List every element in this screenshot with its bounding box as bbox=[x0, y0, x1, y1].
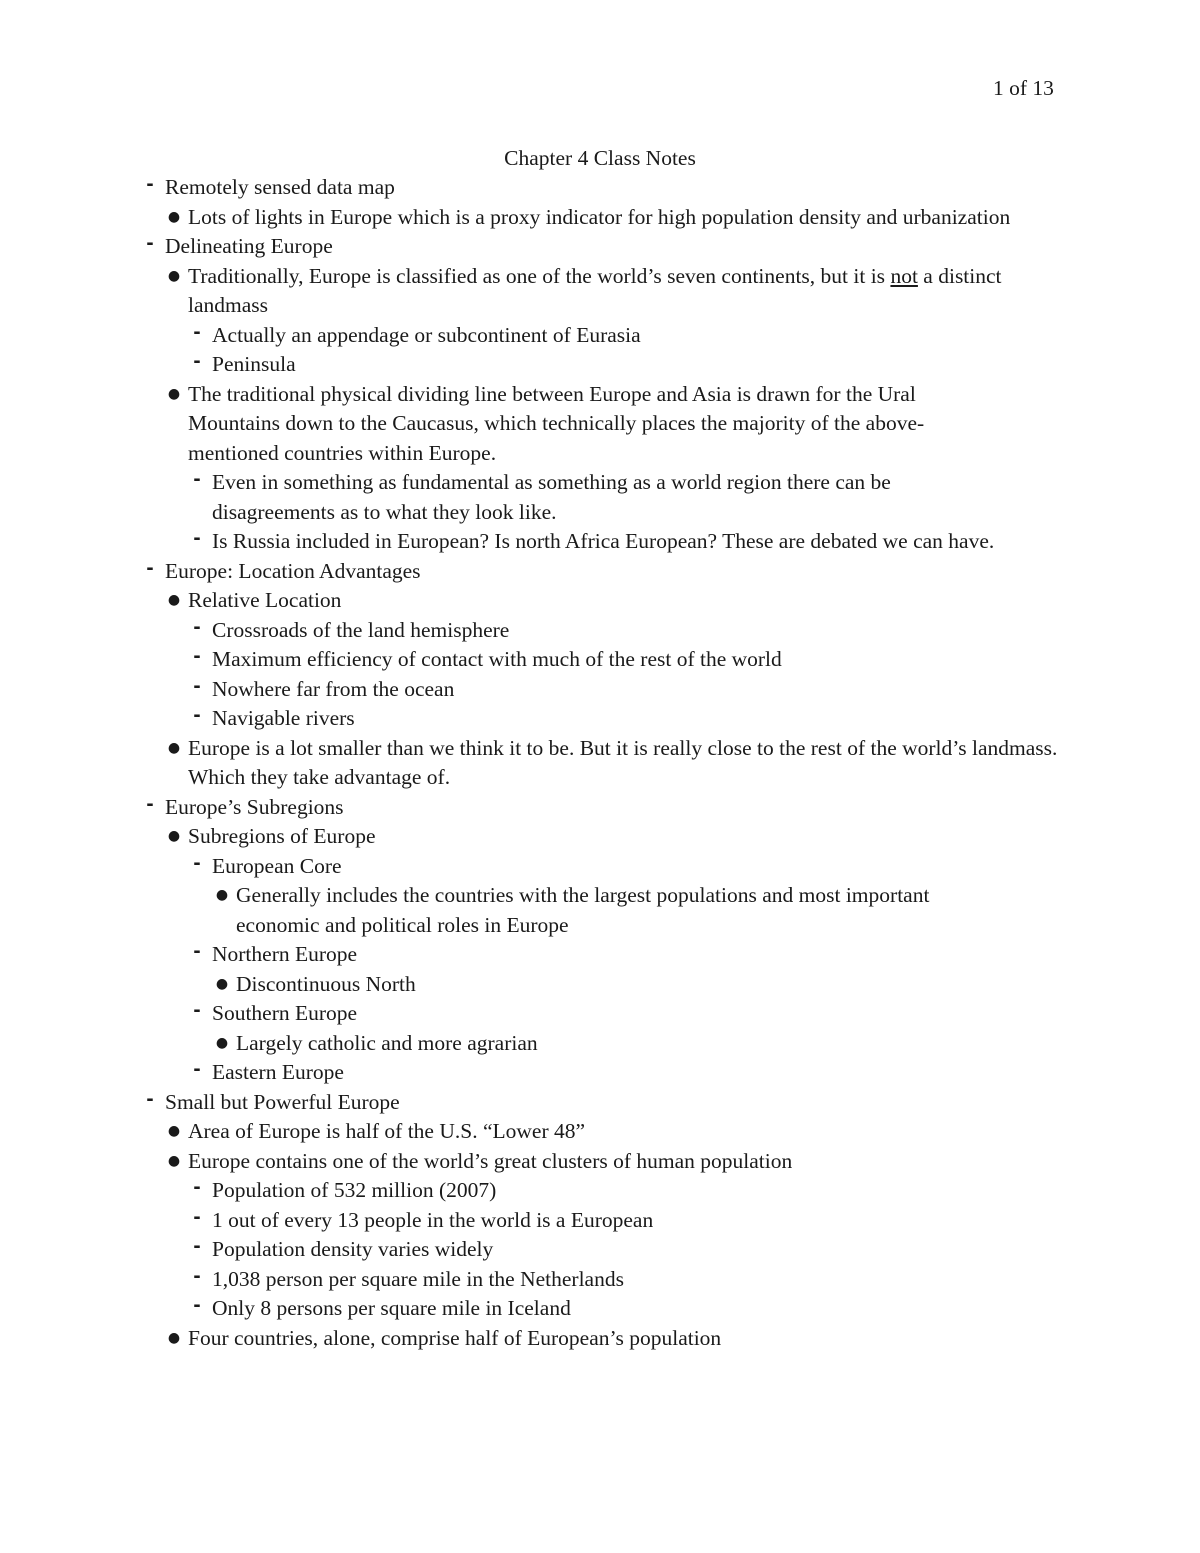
list-item bbox=[193, 1235, 1062, 1265]
dash-bullet-icon: - bbox=[193, 1177, 201, 1198]
item-text: Actually an appendage or subcontinent of Eurasia bbox=[212, 322, 641, 347]
list-item bbox=[193, 675, 1062, 705]
item-text: Discontinuous North bbox=[236, 971, 416, 996]
list-item bbox=[146, 1088, 1015, 1118]
dash-bullet-icon: - bbox=[193, 675, 201, 697]
item-text: Delineating Europe bbox=[165, 234, 333, 258]
dash-bullet-icon: - bbox=[193, 646, 201, 667]
dot-bullet-icon: ● bbox=[167, 739, 181, 756]
list-item bbox=[167, 1117, 1038, 1147]
dot-bullet-icon: ● bbox=[167, 828, 181, 844]
dash-bullet-icon: - bbox=[193, 528, 201, 549]
page-title: Chapter 4 Class Notes bbox=[504, 146, 696, 170]
item-text: Europe is a lot smaller than we think it to be. But it is really close to the rest of the world’s landmass. Which they take advantage of. bbox=[188, 735, 1058, 789]
list-item bbox=[193, 1294, 1062, 1324]
item-text: Europe’s Subregions bbox=[165, 794, 344, 819]
item-text: Is Russia included in European? Is north Africa European? These are debated we can have. bbox=[212, 529, 995, 553]
list-item bbox=[193, 1206, 1062, 1236]
dash-bullet-icon: - bbox=[193, 1295, 201, 1316]
dash-bullet-icon: - bbox=[193, 1059, 201, 1080]
item-text: Remotely sensed data map bbox=[165, 175, 395, 199]
item-text: Eastern Europe bbox=[212, 1060, 344, 1084]
dash-bullet-icon: - bbox=[193, 852, 201, 874]
list-item bbox=[146, 557, 1015, 587]
dot-bullet-icon: ● bbox=[167, 592, 181, 608]
list-item bbox=[167, 1324, 1038, 1354]
item-text: Generally includes the countries with the largest populations and most important economic and political roles in Europe bbox=[236, 883, 930, 937]
item-text: The traditional physical dividing line between Europe and Asia is drawn for the Ural Mountains down to the Caucasus, which technically places the majority of the above-mentioned countries within Europe. bbox=[188, 381, 925, 465]
list-item bbox=[193, 1058, 1062, 1088]
dash-bullet-icon: - bbox=[146, 174, 154, 195]
dash-bullet-icon: - bbox=[146, 233, 154, 254]
item-text: Four countries, alone, comprise half of European’s population bbox=[188, 1325, 722, 1350]
item-text: Area of Europe is half of the U.S. “Lower 48” bbox=[188, 1119, 586, 1143]
item-text: 1 out of every 13 people in the world is a European bbox=[212, 1207, 654, 1232]
dash-bullet-icon: - bbox=[193, 705, 201, 726]
dot-bullet-icon: ● bbox=[215, 975, 229, 992]
item-text: Population density varies widely bbox=[212, 1237, 494, 1261]
list-item bbox=[146, 173, 1015, 203]
list-item bbox=[146, 793, 1015, 823]
list-item bbox=[193, 350, 1062, 380]
item-text: Largely catholic and more agrarian bbox=[236, 1030, 538, 1055]
item-text: Northern Europe bbox=[212, 942, 358, 966]
list-item bbox=[215, 970, 1086, 1000]
item-text: Navigable rivers bbox=[212, 706, 355, 730]
item-text: Traditionally, Europe is classified as one of the world’s seven continents, but it is bbox=[188, 263, 891, 288]
item-text: Peninsula bbox=[212, 352, 296, 376]
item-text: a distinct landmass bbox=[188, 263, 1002, 317]
dash-bullet-icon: - bbox=[193, 1236, 201, 1257]
list-item bbox=[193, 1265, 1062, 1295]
list-item bbox=[215, 1029, 1086, 1059]
list-item bbox=[193, 616, 1062, 646]
list-item bbox=[193, 999, 1062, 1029]
list-item bbox=[167, 380, 1008, 469]
list-item bbox=[193, 852, 1062, 882]
item-text: Relative Location bbox=[188, 588, 342, 612]
dot-bullet-icon: ● bbox=[167, 385, 181, 402]
dash-bullet-icon: - bbox=[193, 1206, 201, 1228]
list-item bbox=[193, 321, 1062, 351]
dash-bullet-icon: - bbox=[193, 1000, 201, 1021]
dot-bullet-icon: ● bbox=[167, 1329, 181, 1346]
notes-outline bbox=[0, 173, 1200, 1353]
item-text: European Core bbox=[212, 853, 342, 878]
item-text: Nowhere far from the ocean bbox=[212, 676, 455, 701]
dash-bullet-icon: - bbox=[193, 351, 201, 372]
dash-bullet-icon: - bbox=[193, 469, 201, 490]
item-text: Europe contains one of the world’s great clusters of human population bbox=[188, 1148, 793, 1173]
dash-bullet-icon: - bbox=[193, 616, 201, 638]
list-item bbox=[193, 645, 1062, 675]
dot-bullet-icon: ● bbox=[167, 1152, 181, 1169]
item-text: Lots of lights in Europe which is a proxy indicator for high population density and urbanization bbox=[188, 204, 1011, 229]
item-text: Small but Powerful Europe bbox=[165, 1089, 400, 1114]
list-item bbox=[167, 1147, 1038, 1177]
dot-bullet-icon: ● bbox=[215, 887, 229, 903]
emphasis-text: not bbox=[890, 263, 918, 288]
dash-bullet-icon: - bbox=[146, 557, 154, 579]
dot-bullet-icon: ● bbox=[215, 1034, 229, 1051]
list-item bbox=[193, 704, 1062, 734]
dash-bullet-icon: - bbox=[193, 1265, 201, 1287]
page-number: 1 of 13 bbox=[993, 76, 1054, 100]
item-text: Population of 532 million (2007) bbox=[212, 1178, 497, 1202]
list-item bbox=[193, 527, 1022, 557]
dot-bullet-icon: ● bbox=[167, 208, 181, 225]
list-item bbox=[193, 468, 992, 527]
dash-bullet-icon: - bbox=[146, 1088, 154, 1110]
list-item bbox=[167, 203, 1053, 233]
item-text: Even in something as fundamental as something as a world region there can be disagreements as to what they look like. bbox=[212, 470, 891, 524]
list-item bbox=[167, 586, 1038, 616]
item-text: Maximum efficiency of contact with much of the rest of the world bbox=[212, 647, 782, 671]
list-item bbox=[146, 232, 1015, 262]
list-item bbox=[167, 734, 1063, 793]
item-text: Crossroads of the land hemisphere bbox=[212, 617, 510, 642]
list-item bbox=[193, 1176, 1062, 1206]
dash-bullet-icon: - bbox=[193, 321, 201, 343]
dot-bullet-icon: ● bbox=[167, 267, 181, 284]
dash-bullet-icon: - bbox=[146, 793, 154, 815]
list-item bbox=[167, 262, 1018, 321]
item-text: 1,038 person per square mile in the Netherlands bbox=[212, 1266, 624, 1291]
list-item bbox=[167, 822, 1038, 852]
item-text: Southern Europe bbox=[212, 1001, 358, 1025]
dot-bullet-icon: ● bbox=[167, 1123, 181, 1139]
item-text: Subregions of Europe bbox=[188, 824, 376, 848]
list-item bbox=[193, 940, 1062, 970]
list-item bbox=[215, 881, 1016, 940]
dash-bullet-icon: - bbox=[193, 941, 201, 962]
item-text: Only 8 persons per square mile in Iceland bbox=[212, 1296, 571, 1320]
item-text: Europe: Location Advantages bbox=[165, 558, 421, 583]
